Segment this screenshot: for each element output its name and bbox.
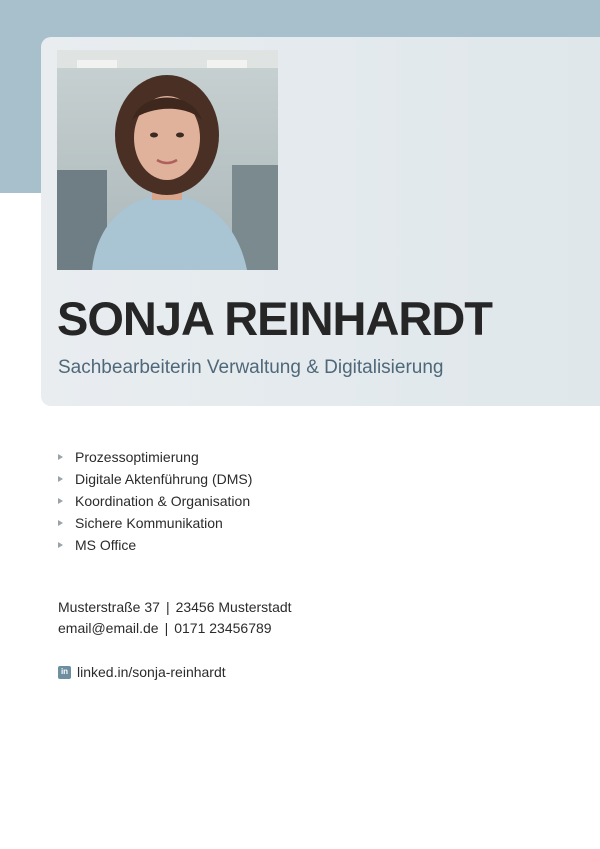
separator: | bbox=[164, 620, 169, 636]
linkedin-row[interactable] bbox=[58, 664, 226, 680]
job-title: Sachbearbeiterin Verwaltung & Digitalisierung bbox=[58, 357, 444, 378]
triangle-bullet-icon bbox=[58, 454, 63, 460]
address-city: 23456 Musterstadt bbox=[175, 599, 292, 615]
skill-label: Prozessoptimierung bbox=[75, 449, 199, 465]
email-link[interactable]: email@email.de bbox=[58, 620, 159, 636]
linkedin-icon: in bbox=[58, 666, 71, 679]
triangle-bullet-icon bbox=[58, 476, 63, 482]
triangle-bullet-icon bbox=[58, 542, 63, 548]
skill-item bbox=[58, 512, 252, 534]
address-line bbox=[58, 597, 292, 618]
contact-block bbox=[58, 597, 292, 639]
address-street: Musterstraße 37 bbox=[58, 599, 160, 615]
skill-label: Digitale Aktenführung (DMS) bbox=[75, 471, 253, 487]
skill-item bbox=[58, 490, 252, 512]
separator: | bbox=[165, 599, 170, 615]
skills-list bbox=[58, 446, 252, 556]
skill-item bbox=[58, 446, 252, 468]
profile-photo bbox=[57, 50, 278, 270]
skill-label: Sichere Kommunikation bbox=[75, 515, 223, 531]
skill-item bbox=[58, 534, 252, 556]
triangle-bullet-icon bbox=[58, 520, 63, 526]
triangle-bullet-icon bbox=[58, 498, 63, 504]
linkedin-link[interactable]: linked.in/sonja-reinhardt bbox=[77, 664, 226, 680]
person-name: SONJA REINHARDT bbox=[57, 292, 493, 345]
skill-label: MS Office bbox=[75, 537, 137, 553]
phone-number[interactable]: 0171 23456789 bbox=[174, 620, 272, 636]
email-phone-line bbox=[58, 618, 292, 639]
skill-label: Koordination & Organisation bbox=[75, 493, 251, 509]
skill-item bbox=[58, 468, 252, 490]
